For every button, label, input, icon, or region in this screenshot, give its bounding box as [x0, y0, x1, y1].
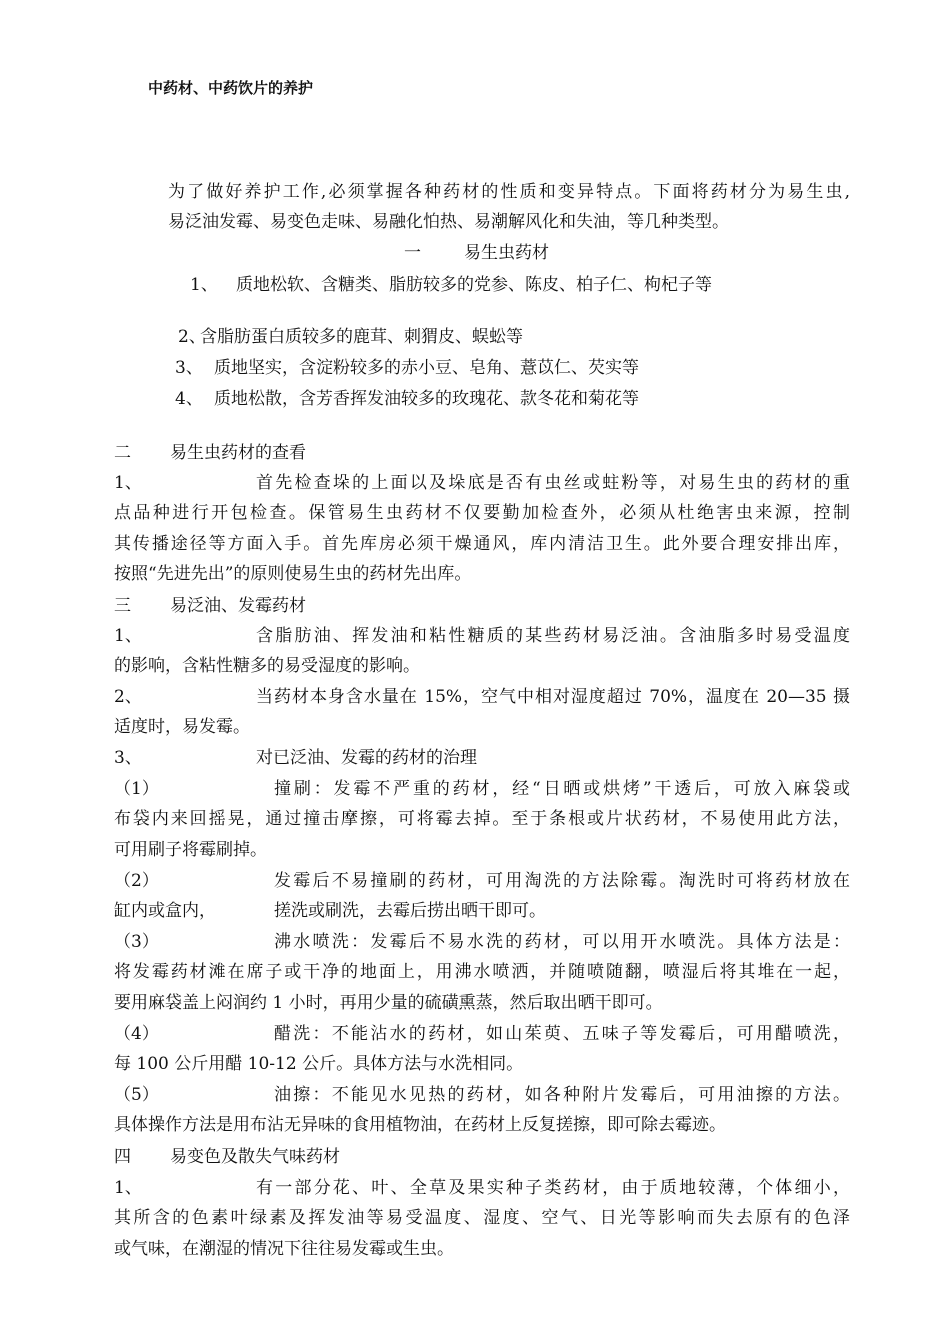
- paragraph-line: 油擦：不能见水见热的药材，如各种附片发霉后，可用油擦的方法。: [274, 1085, 850, 1105]
- intro-line-2: 易泛油发霉、易变色走味、易融化怕热、易潮解风化和失油，等几种类型。: [168, 212, 729, 232]
- list-item-text: 质地松软、含糖类、脂肪较多的党参、陈皮、柏子仁、枸杞子等: [236, 275, 712, 295]
- paragraph-line: 布袋内来回摇晃，通过撞击摩擦，可将霉去掉。至于条根或片状药材，不易使用此方法，: [114, 809, 850, 829]
- list-item-text: 含脂肪蛋白质较多的鹿茸、刺猬皮、蜈蚣等: [200, 327, 523, 347]
- sub-item-number: （2）: [114, 871, 159, 891]
- list-item-number: 2、: [178, 327, 206, 347]
- paragraph-line: 或气味，在潮湿的情况下往往易发霉或生虫。: [114, 1239, 454, 1259]
- document-title: 中药材、中药饮片的养护: [148, 79, 314, 97]
- paragraph-number: 2、: [114, 687, 142, 707]
- section-3-number: 三: [114, 596, 131, 616]
- paragraph-number: 3、: [114, 748, 142, 768]
- sub-item-number: （3）: [114, 932, 159, 952]
- section-4-number: 四: [114, 1147, 131, 1167]
- list-item-text: 质地坚实，含淀粉较多的赤小豆、皂角、薏苡仁、芡实等: [214, 358, 639, 378]
- paragraph-line: 含脂肪油、挥发油和粘性糖质的某些药材易泛油。含油脂多时易受温度: [256, 626, 850, 646]
- paragraph-line: 点品种进行开包检查。保管易生虫药材不仅要勤加检查外，必须从杜绝害虫来源，控制: [114, 503, 850, 523]
- intro-line-1: 为了做好养护工作,必须掌握各种药材的性质和变异特点。下面将药材分为易生虫,: [168, 182, 850, 202]
- paragraph-line: 其传播途径等方面入手。首先库房必须干燥通风，库内清洁卫生。此外要合理安排出库，: [114, 534, 850, 554]
- paragraph-number: 1、: [114, 1178, 142, 1198]
- paragraph-line: 的影响，含粘性糖多的易受湿度的影响。: [114, 656, 420, 676]
- paragraph-number: 1、: [114, 473, 142, 493]
- section-4-heading: 易变色及散失气味药材: [170, 1147, 340, 1167]
- paragraph-line: 缸内或盒内，: [114, 901, 216, 921]
- section-2-number: 二: [114, 443, 131, 463]
- list-item-number: 4、: [175, 389, 203, 409]
- paragraph-line: 按照“先进先出”的原则使易生虫的药材先出库。: [114, 564, 472, 584]
- paragraph-line: 有一部分花、叶、全草及果实种子类药材，由于质地较薄，个体细小，: [256, 1178, 850, 1198]
- section-2-heading: 易生虫药材的查看: [170, 443, 306, 463]
- section-1-number: 一: [404, 243, 421, 263]
- paragraph-line: 每 100 公斤用醋 10-12 公斤。具体方法与水洗相同。: [114, 1054, 524, 1074]
- paragraph-line: 搓洗或刷洗，去霉后捞出晒干即可。: [274, 901, 546, 921]
- paragraph-line: 对已泛油、发霉的药材的治理: [256, 748, 477, 768]
- paragraph-line: 醋洗：不能沾水的药材，如山茱萸、五味子等发霉后，可用醋喷洗，: [274, 1024, 850, 1044]
- paragraph-line: 沸水喷洗：发霉后不易水洗的药材，可以用开水喷洗。具体方法是：: [274, 932, 850, 952]
- list-item-number: 1、: [190, 275, 218, 295]
- section-3-heading: 易泛油、发霉药材: [170, 596, 306, 616]
- paragraph-line: 发霉后不易撞刷的药材，可用淘洗的方法除霉。淘洗时可将药材放在: [274, 871, 850, 891]
- paragraph-line: 撞刷：发霉不严重的药材，经“日晒或烘烤”干透后，可放入麻袋或: [274, 779, 850, 799]
- list-item-text: 质地松散，含芳香挥发油较多的玫瑰花、款冬花和菊花等: [214, 389, 639, 409]
- sub-item-number: （5）: [114, 1085, 159, 1105]
- list-item-number: 3、: [175, 358, 203, 378]
- paragraph-line: 当药材本身含水量在 15%，空气中相对湿度超过 70%，温度在 20—35 摄: [256, 687, 850, 707]
- paragraph-line: 其所含的色素叶绿素及挥发油等易受温度、湿度、空气、日光等影响而失去原有的色泽: [114, 1208, 850, 1228]
- section-1-heading: 易生虫药材: [464, 243, 549, 263]
- paragraph-line: 将发霉药材滩在席子或干净的地面上，用沸水喷洒，并随喷随翻，喷湿后将其堆在一起，: [114, 962, 850, 982]
- sub-item-number: （4）: [114, 1024, 159, 1044]
- paragraph-line: 首先检查垛的上面以及垛底是否有虫丝或蛀粉等，对易生虫的药材的重: [256, 473, 850, 493]
- sub-item-number: （1）: [114, 779, 159, 799]
- paragraph-line: 具体操作方法是用布沾无异味的食用植物油，在药材上反复搓擦，即可除去霉迹。: [114, 1115, 726, 1135]
- paragraph-line: 适度时，易发霉。: [114, 717, 250, 737]
- paragraph-line: 要用麻袋盖上闷润约 1 小时，再用少量的硫磺熏蒸，然后取出晒干即可。: [114, 993, 663, 1013]
- paragraph-line: 可用刷子将霉刷掉。: [114, 840, 267, 860]
- paragraph-number: 1、: [114, 626, 142, 646]
